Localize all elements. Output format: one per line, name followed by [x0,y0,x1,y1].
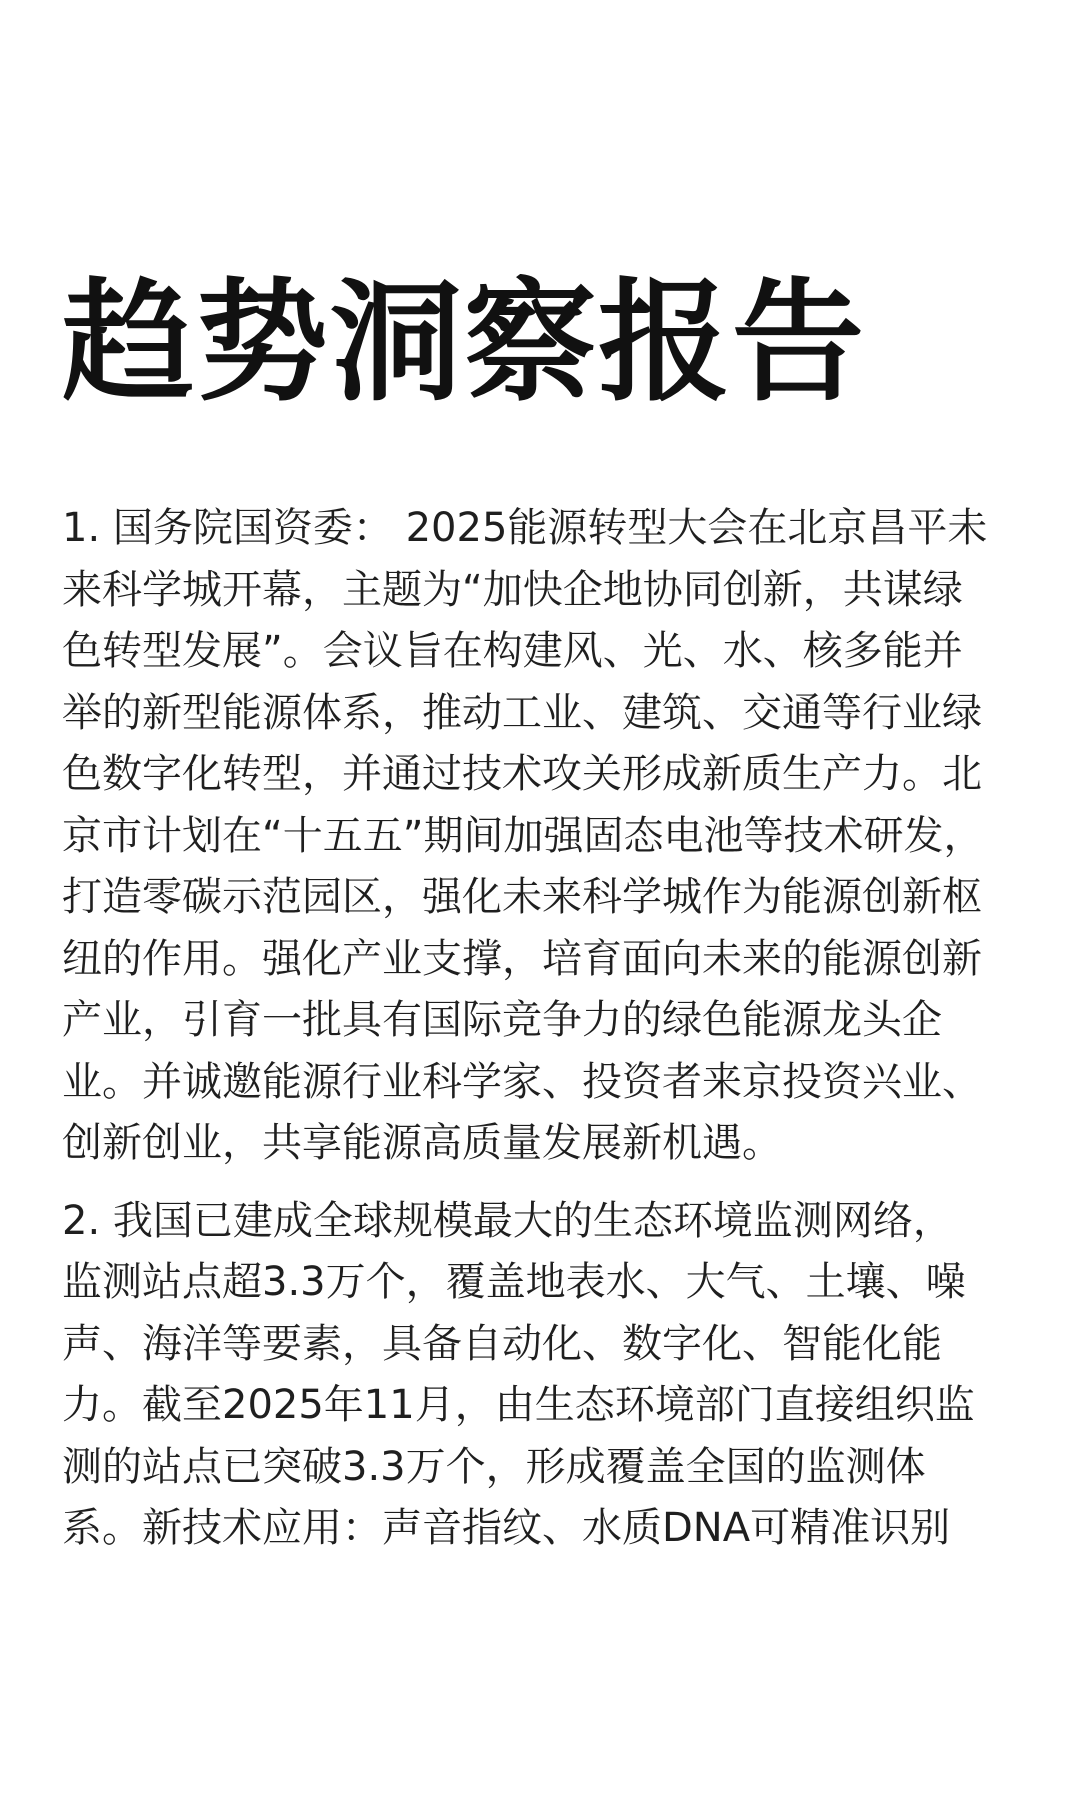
paragraph-line: 产业，引育一批具有国际竞争力的绿色能源龙头企 [62,997,942,1043]
paragraph-line: 监测站点超3.3万个，覆盖地表水、大气、土壤、噪 [62,1259,966,1305]
paragraph-line: 色转型发展”。会议旨在构建风、光、水、核多能并 [62,628,963,674]
paragraph-line: 测的站点已突破3.3万个，形成覆盖全国的监测体 [62,1443,926,1490]
paragraph-energy-transition [62,498,1042,1175]
paragraph-line: 力。截至2025年11月，由生态环境部门直接组织监 [62,1382,975,1428]
document-page [62,268,1042,1560]
paragraph-line: 1. 国务院国资委： 2025能源转型大会在北京昌平未 [62,505,988,551]
paragraph-line: 系。新技术应用：声音指纹、水质DNA可精准识别 [62,1505,951,1551]
paragraph-line: 举的新型能源体系，推动工业、建筑、交通等行业绿 [62,689,982,736]
paragraph-line: 声、海洋等要素，具备自动化、数字化、智能化能 [62,1320,942,1367]
paragraph-line: 打造零碳示范园区，强化未来科学城作为能源创新枢 [62,874,982,920]
paragraph-line: 京市计划在“十五五”期间加强固态电池等技术研发， [62,812,984,859]
paragraph-line: 来科学城开幕，主题为“加快企地协同创新，共谋绿 [62,566,963,613]
paragraph-ecological-monitoring [62,1191,1042,1560]
paragraph-line: 色数字化转型，并通过技术攻关形成新质生产力。北 [62,751,982,797]
paragraph-line: 业。并诚邀能源行业科学家、投资者来京投资兴业、 [62,1058,982,1105]
document-title: 趋势洞察报告 [62,266,866,420]
paragraph-line: 创新创业，共享能源高质量发展新机遇。 [62,1120,782,1166]
paragraph-line: 2. 我国已建成全球规模最大的生态环境监测网络， [62,1197,953,1244]
paragraph-line: 纽的作用。强化产业支撑，培育面向未来的能源创新 [62,935,982,982]
